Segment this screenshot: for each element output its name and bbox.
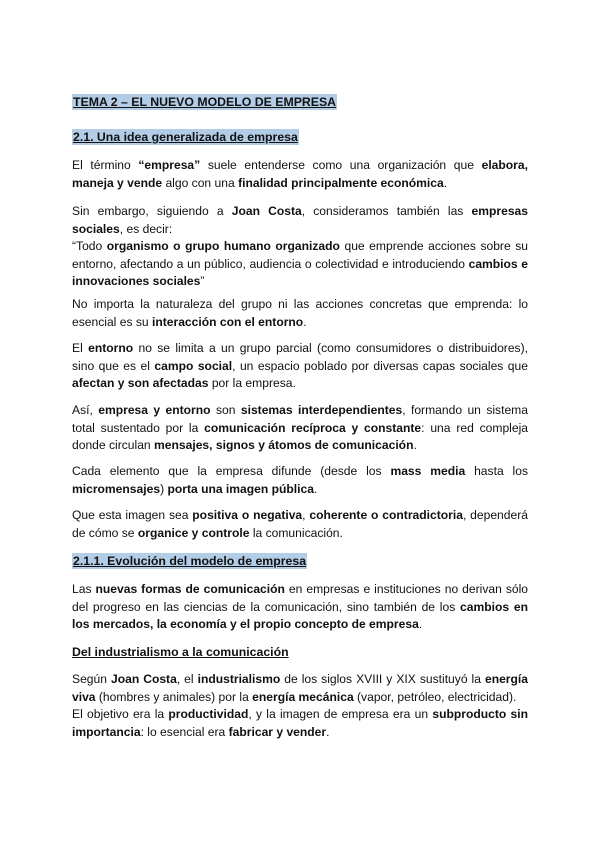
subsection-heading: Del industrialismo a la comunicación (72, 645, 289, 659)
paragraph: Que esta imagen sea positiva o negativa, coherente o contradictoria, dependerá de cómo se organice y controle la comunicación. (72, 508, 528, 540)
paragraph: Cada elemento que la empresa difunde (desde los mass media hasta los micromensajes) porta una imagen pública. (72, 464, 528, 496)
paragraph: No importa la naturaleza del grupo ni las acciones concretas que emprenda: lo esencial es su interacción con el entorno. (72, 297, 528, 329)
paragraph: Así, empresa y entorno son sistemas interdependientes, formando un sistema total sustentado por la comunicación recíproca y constante: una red compleja donde circulan mensajes, signos y átomos de comunicación. (72, 403, 528, 452)
paragraph: El entorno no se limita a un grupo parcial (como consumidores o distribuidores), sino que es el campo social, un espacio poblado por diversas capas sociales que afectan y son afectadas por la empresa. (72, 341, 528, 390)
paragraph: El objetivo era la productividad, y la imagen de empresa era un subproducto sin importancia: lo esencial era fabricar y vender. (72, 707, 528, 739)
paragraph: Según Joan Costa, el industrialismo de los siglos XVIII y XIX sustituyó la energía viva (hombres y animales) por la energía mecánica (vapor, petróleo, electricidad). (72, 672, 528, 704)
quote-paragraph: “Todo organismo o grupo humano organizado que emprende acciones sobre su entorno, afectando a un público, audiencia o colectividad e introduciendo cambios e innovaciones sociales” (72, 239, 529, 288)
paragraph: Sin embargo, siguiendo a Joan Costa, consideramos también las empresas sociales, es decir: (72, 204, 529, 236)
document-title: TEMA 2 – EL NUEVO MODELO DE EMPRESA (73, 95, 337, 109)
paragraph: Las nuevas formas de comunicación en empresas e instituciones no derivan sólo del progreso en las ciencias de la comunicación, sino también de los cambios en los mercados, la economía y el propio concepto de empresa. (72, 582, 529, 631)
section-heading: 2.1.1. Evolución del modelo de empresa (73, 554, 307, 568)
section-heading: 2.1. Una idea generalizada de empresa (73, 130, 298, 144)
paragraph: El término “empresa” suele entenderse como una organización que elabora, maneja y vende algo con una finalidad principalmente económica. (72, 158, 528, 190)
